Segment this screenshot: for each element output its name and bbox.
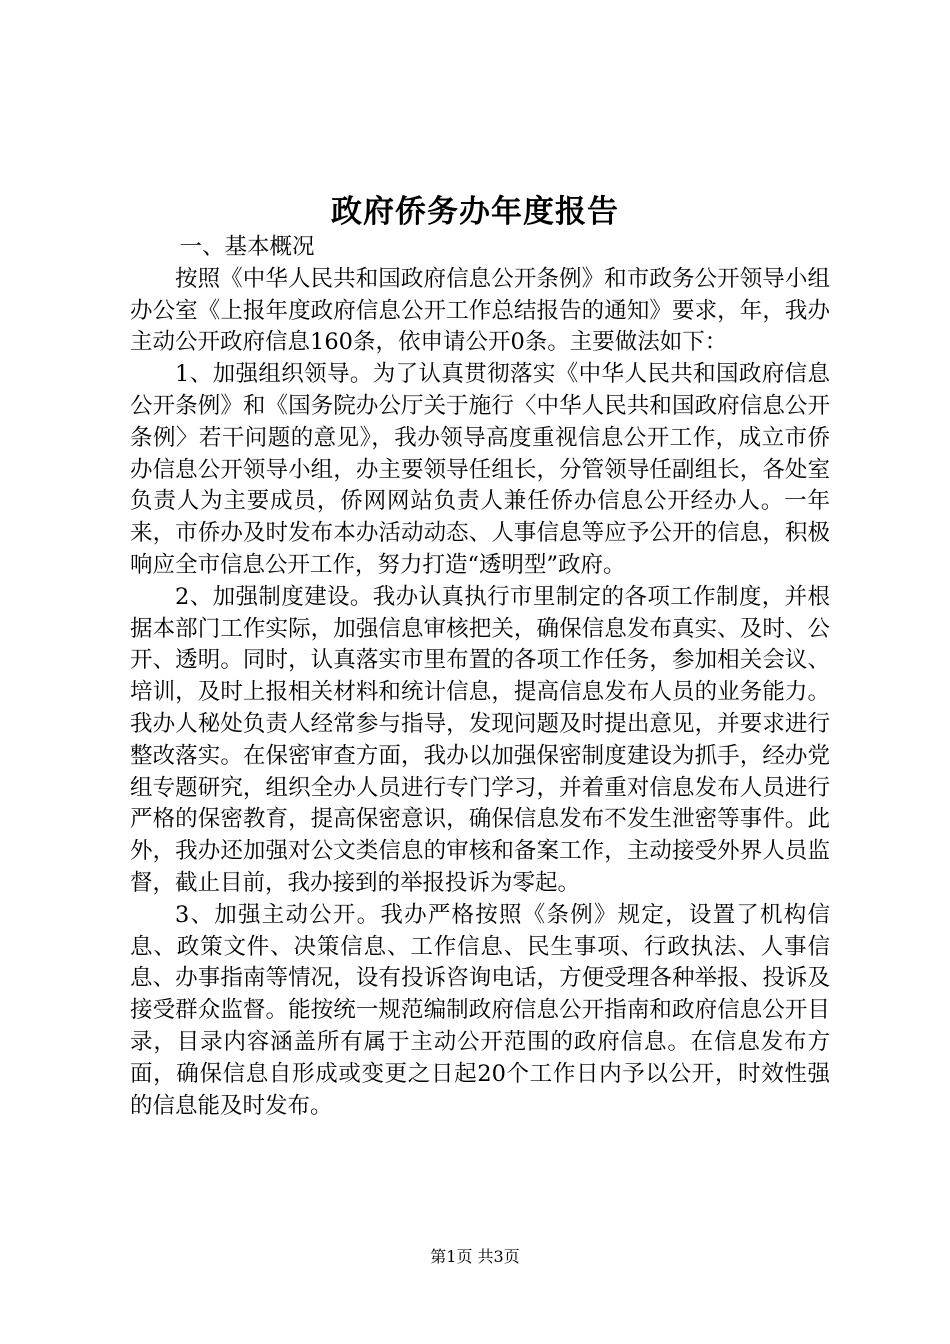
document-body bbox=[130, 232, 830, 1122]
section-heading: 一、基本概况 bbox=[179, 234, 315, 260]
page-indicator: 第1页 共3页 bbox=[430, 1247, 520, 1266]
paragraph-intro: 按照《中华人民共和国政府信息公开条例》和市政务公开领导小组办公室《上报年度政府信息公开工作总结报告的通知》要求，年，我办主动公开政府信息160条，依申请公开0条。主要做法如下： bbox=[130, 265, 830, 356]
paragraph-organization: 1、加强组织领导。为了认真贯彻落实《中华人民共和国政府信息公开条例》和《国务院办公厅关于施行〈中华人民共和国政府信息公开条例〉若干问题的意见》，我办领导高度重视信息公开工作，成立市侨办信息公开领导小组，办主要领导任组长，分管领导任副组长，各处室负责人为主要成员，侨网网站负责人兼任侨办信息公开经办人。一年来，市侨办及时发布本办活动动态、人事信息等应予公开的信息，积极响应全市信息公开工作，努力打造“透明型”政府。 bbox=[130, 361, 830, 578]
paragraph-system: 2、加强制度建设。我办认真执行市里制定的各项工作制度，并根据本部门工作实际，加强信息审核把关，确保信息发布真实、及时、公开、透明。同时，认真落实市里布置的各项工作任务，参加相关会议、培训，及时上报相关材料和统计信息，提高信息发布人员的业务能力。我办人秘处负责人经常参与指导，发现问题及时提出意见，并要求进行整改落实。在保密审查方面，我办以加强保密制度建设为抓手，经办党组专题研究，组织全办人员进行专门学习，并着重对信息发布人员进行严格的保密教育，提高保密意识，确保信息发布不发生泄密等事件。此外，我办还加强对公文类信息的审核和备案工作，主动接受外界人员监督，截止目前，我办接到的举报投诉为零起。 bbox=[130, 583, 830, 896]
document-title: 政府侨务办年度报告 bbox=[331, 194, 619, 230]
paragraph-disclosure: 3、加强主动公开。我办严格按照《条例》规定，设置了机构信息、政策文件、决策信息、工作信息、民生事项、行政执法、人事信息、办事指南等情况，设有投诉咨询电话，方便受理各种举报、投诉及接受群众监督。能按统一规范编制政府信息公开指南和政府信息公开目录，目录内容涵盖所有属于主动公开范围的政府信息。在信息发布方面，确保信息自形成或变更之日起20个工作日内予以公开，时效性强的信息能及时发布。 bbox=[130, 901, 830, 1119]
